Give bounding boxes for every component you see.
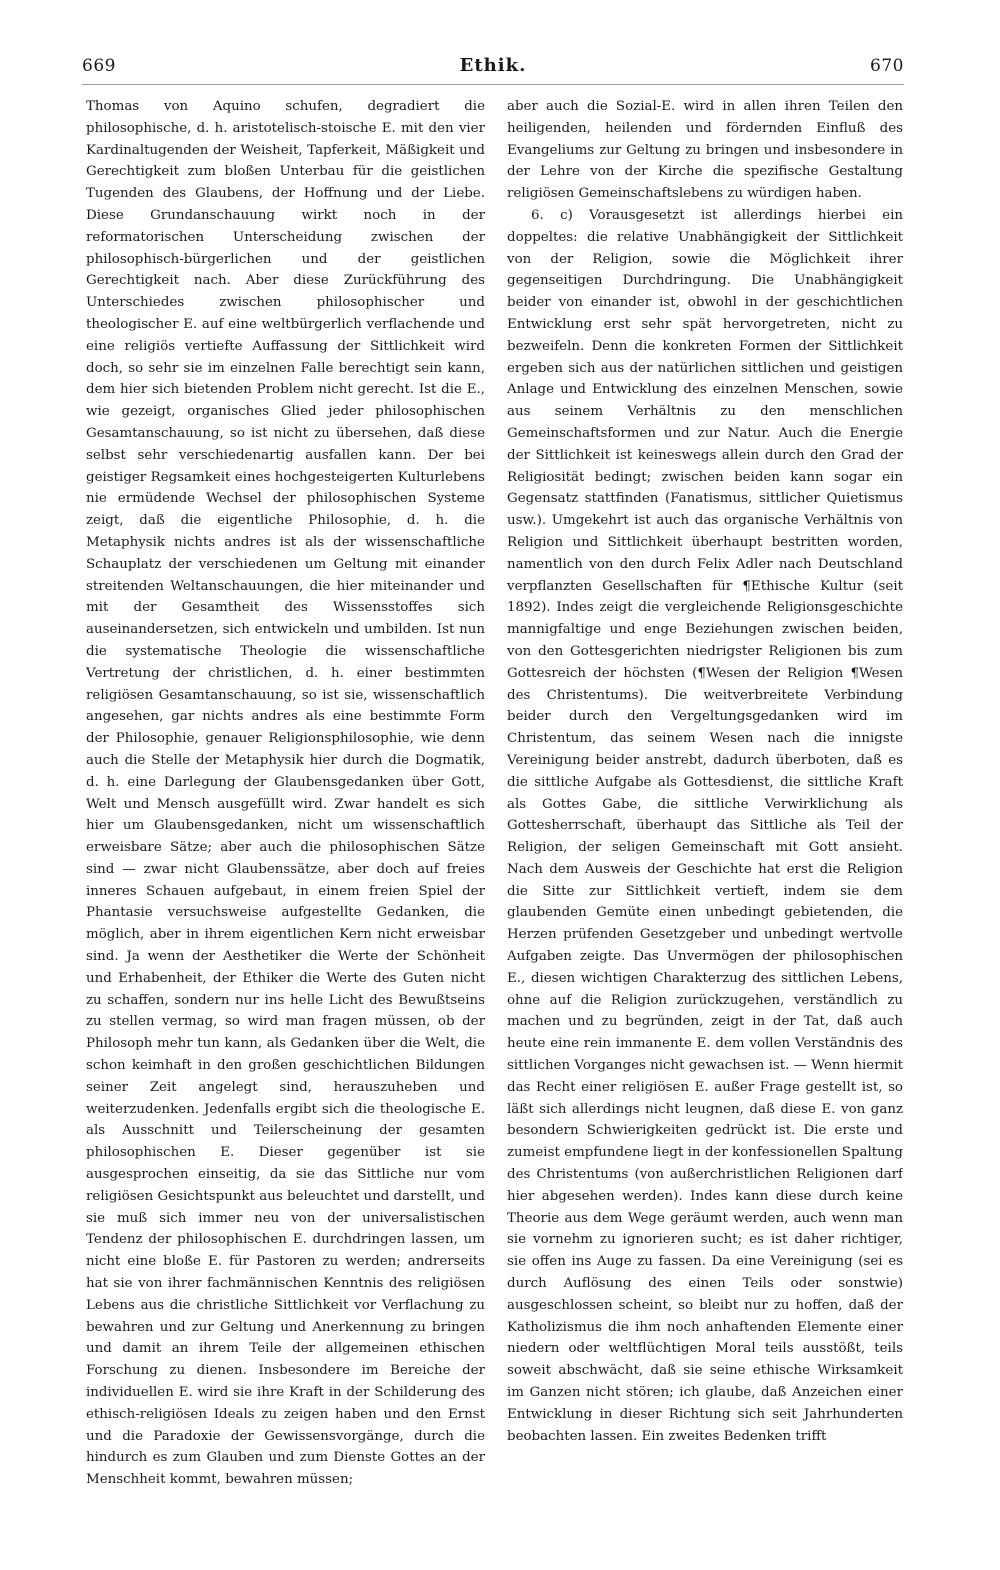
page-number-right: 670 bbox=[870, 56, 904, 76]
paragraph: Thomas von Aquino schufen, degradiert die philosophische, d. h. aristotelisch-stoische E. mit den vier Kardinaltugenden der Weisheit, Tapferkeit, Mäßigkeit und Gerechtigkeit zum bloßen Unterbau für die geistlichen Tugenden des Glaubens, der Hoffnung und der Liebe. Diese Grundanschauung wirkt noch in der reformatorischen Unterscheidung zwischen der philosophisch-bürgerlichen und der geistlichen Gerechtigkeit nach. Aber diese Zurückführung des Unterschiedes zwischen philosophischer und theologischer E. auf eine weltbürgerlich verflachende und eine religiös vertiefte Auffassung der Sittlichkeit wird doch, so sehr sie im einzelnen Falle berechtigt sein kann, dem hier sich bietenden Problem nicht gerecht. Ist die E., wie gezeigt, organisches Glied jeder philosophischen Gesamtanschauung, so ist nicht zu übersehen, daß diese selbst sehr verschiedenartig ausfallen kann. Der bei geistiger Regsamkeit eines hochgesteigerten Kulturlebens nie ermüdende Wechsel der philosophischen Systeme zeigt, daß die eigentliche Philosophie, d. h. die Metaphysik nichts andres ist als der wissenschaftliche Schauplatz der verschiedenen um Geltung mit einander streitenden Weltanschauungen, die hier miteinander und mit der Gesamtheit des Wissensstoffes sich auseinandersetzen, sich entwickeln und umbilden. Ist nun die systematische Theologie die wissenschaftliche Vertretung der christlichen, d. h. einer bestimmten religiösen Gesamtanschauung, so ist sie, wissenschaftlich angesehen, gar nichts andres als eine bestimmte Form der Philosophie, genauer Religionsphilosophie, wie denn auch die Stelle der Metaphysik hier durch die Dogmatik, d. h. eine Darlegung der Glaubensgedanken über Gott, Welt und Mensch ausgefüllt wird. Zwar handelt es sich hier um Glaubensgedanken, nicht um wissenschaftlich erweisbare Sätze; aber auch die philosophischen Sätze sind — zwar nicht Glaubenssätze, aber doch auf freies inneres Schauen aufgebaut, in einem freien Spiel der Phantasie versuchsweise aufgestellte Gedanken, die möglich, aber in ihrem eigentlichen Kern nicht erweisbar sind. Ja wenn der Aesthetiker die Werte der Schönheit und Erhabenheit, der Ethiker die Werte des Guten nicht zu schaffen, sondern nur ins helle Licht des Bewußtseins zu stellen vermag, so wird man fragen müssen, ob der Philosoph mehr tun kann, als Gedanken über die Welt, die schon keimhaft in den großen geschichtlichen Bildungen seiner Zeit angelegt sind, herauszuheben und weiterzudenken. Jedenfalls ergibt sich die theologische E. als Ausschnitt und Teilerscheinung der gesamten philosophischen E. Dieser gegenüber ist sie ausgesprochen einseitig, da sie das Sittliche nur vom religiösen Gesichtspunkt aus beleuchtet und darstellt, und sie muß sich immer neu von der universalistischen Tendenz der philosophischen E. durchdringen lassen, um nicht eine bloße E. für Pastoren zu werden; andrerseits hat sie von ihrer fachmännischen Kenntnis des religiösen Lebens aus die christliche Sittlichkeit vor Verflachung zu bewahren und zur Geltung und Anerkennung zu bringen und damit an ihrem Teile der allgemeinen ethischen Forschung zu dienen. Insbesondere im Bereiche der individuellen E. wird sie ihre Kraft in der Schilderung des ethisch-religiösen Ideals zu zeigen haben und den Ernst und die Paradoxie der Gewissensvorgänge, durch die hindurch es zum Glauben und zum Dienste Gottes an der Menschheit kommt, bewahren müssen; bbox=[86, 99, 485, 1488]
page-number-left: 669 bbox=[82, 56, 116, 76]
text-column-right bbox=[507, 96, 903, 1518]
running-title: Ethik. bbox=[459, 55, 527, 76]
paragraph: aber auch die Sozial-E. wird in allen ihren Teilen den heiligenden, heilenden und fördernden Einfluß des Evangeliums zur Geltung zu bringen und insbesondere in der Lehre von der Kirche die spezifische Gestaltung religiösen Gemeinschaftslebens zu würdigen haben. bbox=[507, 99, 903, 202]
paragraph: 6. c) Vorausgesetzt ist allerdings hierbei ein doppeltes: die relative Unabhängigkeit der Sittlichkeit von der Religion, sowie die Möglichkeit ihrer gegenseitigen Durchdringung. Die Unabhängigkeit beider von einander ist, obwohl in der geschichtlichen Entwicklung erst sehr spät hervorgetreten, nicht zu bezweifeln. Denn die konkreten Formen der Sittlichkeit ergeben sich aus der natürlichen sittlichen und geistigen Anlage und Entwicklung des einzelnen Menschen, sowie aus seinem Verhältnis zu den menschlichen Gemeinschaftsformen und zur Natur. Auch die Energie der Sittlichkeit ist keineswegs allein durch den Grad der Religiosität bedingt; zwischen beiden kann sogar ein Gegensatz stattfinden (Fanatismus, sittlicher Quietismus usw.). Umgekehrt ist auch das organische Verhältnis von Religion und Sittlichkeit überhaupt bestritten worden, namentlich von den durch Felix Adler nach Deutschland verpflanzten Gesellschaften für ¶Ethische Kultur (seit 1892). Indes zeigt die vergleichende Religionsgeschichte mannigfaltige und enge Beziehungen zwischen beiden, von den Gottesgerichten niedrigster Religionen bis zum Gottesreich der höchsten (¶Wesen der Religion ¶Wesen des Christentums). Die weitverbreitete Verbindung beider durch den Vergeltungsgedanken wird im Christentum, das seinem Wesen nach die innigste Vereinigung beider anstrebt, dadurch überboten, daß es die sittliche Aufgabe als Gottesdienst, die sittliche Kraft als Gottes Gabe, die sittliche Verwirklichung als Gottesherrschaft, überhaupt das Sittliche als Teil der Religion, der seligen Gemeinschaft mit Gott ansieht. Nach dem Ausweis der Geschichte hat erst die Religion die Sitte zur Sittlichkeit vertieft, indem sie dem glaubenden Gemüte einen unbedingt gebietenden, die Herzen prüfenden Gesetzgeber und unbedingt wertvolle Aufgaben zeigte. Das Unvermögen der philosophischen E., diesen wichtigen Charakterzug des sittlichen Lebens, ohne auf die Religion zurückzugehen, verständlich zu machen und zu begründen, zeigt in der Tat, daß auch heute eine rein immanente E. dem vollen Verständnis des sittlichen Vorganges nicht gewachsen ist. — Wenn hiermit das Recht einer religiösen E. außer Frage gestellt ist, so läßt sich allerdings nicht leugnen, daß diese E. von ganz besondern Schwierigkeiten gedrückt ist. Die erste und zumeist empfundene liegt in der konfessionellen Spaltung des Christentums (von außerchristlichen Religionen darf hier abgesehen werden). Indes kann diese durch keine Theorie aus dem Wege geräumt werden, auch wenn man sie vornehm zu ignorieren sucht; es ist daher richtiger, sie offen ins Auge zu fassen. Da eine Vereinigung (sei es durch Auflösung des einen Teils oder sonstwie) ausgeschlossen scheint, so bleibt nur zu hoffen, daß der Katholizismus die ihm noch anhaftenden Elemente einer niedern oder weltflüchtigen Moral teils ausstößt, teils soweit abschwächt, daß sie seine ethische Wirksamkeit im Ganzen nicht stören; ich glaube, daß Anzeichen einer Entwicklung in dieser Richtung sich seit Jahrhunderten beobachten lassen. Ein zweites Bedenken trifft bbox=[507, 207, 903, 1444]
page-header bbox=[82, 50, 904, 85]
text-column-left bbox=[86, 96, 485, 1518]
